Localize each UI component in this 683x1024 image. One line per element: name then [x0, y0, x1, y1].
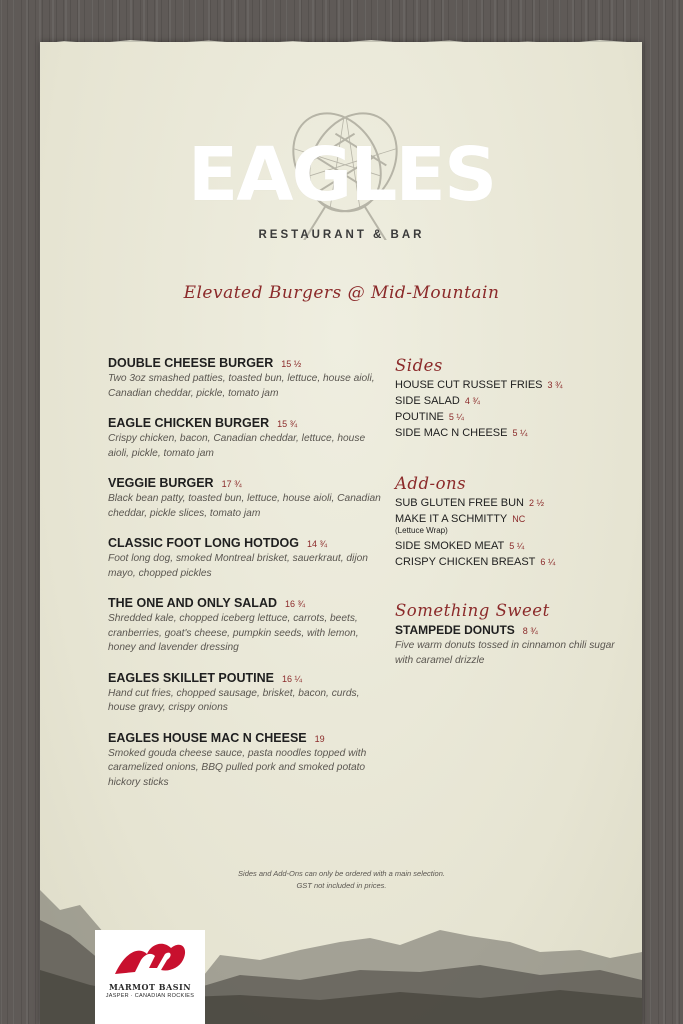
- item-price: 19: [314, 733, 325, 744]
- menu-tagline: Elevated Burgers @ Mid-Mountain: [183, 283, 500, 303]
- footnote-line: GST not included in prices.: [296, 881, 387, 890]
- side-item: [395, 377, 635, 393]
- item-description: Crispy chicken, bacon, Canadian cheddar, lettuce, house aioli, pickle, tomato jam: [108, 433, 366, 459]
- menu-item: [108, 475, 383, 521]
- side-price: 5 ¼: [448, 412, 464, 422]
- menu-item: [108, 595, 383, 656]
- sweet-title: Something Sweet: [395, 601, 550, 620]
- addon-name: SIDE SMOKED MEAT: [395, 540, 505, 552]
- item-description: Foot long dog, smoked Montreal brisket, sauerkraut, dijon mayo, chopped pickles: [108, 553, 368, 579]
- side-item: [395, 425, 635, 441]
- item-price: 15 ½: [281, 359, 302, 369]
- item-price: 17 ¾: [221, 479, 242, 489]
- addon-note: (Lettuce Wrap): [395, 526, 448, 535]
- marmot-basin-icon: [95, 930, 205, 982]
- addon-item: [395, 538, 635, 554]
- mains-list: [108, 355, 383, 804]
- item-description: Black bean patty, toasted bun, lettuce, house aioli, Canadian cheddar, pickle slices, tomato jam: [108, 493, 381, 519]
- item-name: THE ONE AND ONLY SALAD: [108, 596, 278, 610]
- sponsor-subtitle: JASPER · CANADIAN ROCKIES: [105, 993, 195, 999]
- item-description: Two 3oz smashed patties, toasted bun, lettuce, house aioli, Canadian cheddar, pickle, tomato jam: [108, 373, 375, 399]
- item-name: DOUBLE CHEESE BURGER: [108, 356, 274, 370]
- addon-price: 6 ¼: [540, 557, 556, 567]
- dessert-name: STAMPEDE DONUTS: [395, 623, 515, 637]
- addons-title: Add-ons: [395, 474, 467, 493]
- item-price: 16 ¼: [282, 673, 303, 684]
- brand-subtitle: RESTAURANT & BAR: [258, 229, 425, 241]
- brand-name: EAGLES: [187, 132, 496, 218]
- side-name: SIDE SALAD: [395, 395, 460, 407]
- addon-item: [395, 554, 635, 570]
- sponsor-name: MARMOT BASIN: [108, 982, 192, 992]
- addon-name: CRISPY CHICKEN BREAST: [395, 556, 536, 568]
- side-name: POUTINE: [395, 411, 444, 423]
- menu-item: [108, 730, 383, 791]
- addon-price: 2 ½: [528, 498, 544, 508]
- item-name: VEGGIE BURGER: [108, 476, 214, 490]
- side-price: 3 ¾: [547, 380, 563, 390]
- addon-price: NC: [512, 514, 526, 524]
- dessert-description: Five warm donuts tossed in cinnamon chili sugar with caramel drizzle: [395, 640, 615, 666]
- item-description: Hand cut fries, chopped sausage, brisket, bacon, curds, house gravy, crispy onions: [108, 687, 360, 713]
- restaurant-logo: [0, 105, 683, 245]
- item-name: EAGLES SKILLET POUTINE: [108, 670, 274, 685]
- footnote-line: Sides and Add-Ons can only be ordered with a main selection.: [238, 869, 445, 878]
- item-description: Shredded kale, chopped iceberg lettuce, carrots, beets, cranberries, goat's cheese, pumpkin seeds, with lemon, honey and lavender dressing: [108, 613, 359, 653]
- side-item: [395, 393, 635, 409]
- menu-item: [108, 535, 383, 581]
- item-price: 14 ¾: [306, 539, 327, 549]
- item-price: 16 ¾: [285, 599, 306, 609]
- item-name: EAGLES HOUSE MAC N CHEESE: [108, 730, 307, 745]
- side-price: 5 ¼: [512, 428, 528, 438]
- dessert-price: 8 ¾: [522, 626, 538, 636]
- dessert-item: [395, 622, 635, 639]
- side-name: SIDE MAC N CHEESE: [395, 427, 508, 439]
- side-name: HOUSE CUT RUSSET FRIES: [395, 379, 543, 391]
- item-price: 15 ¾: [277, 419, 298, 429]
- addon-item: [395, 495, 635, 511]
- sides-column: [395, 355, 635, 668]
- addon-name: MAKE IT A SCHMITTY: [395, 513, 508, 525]
- side-item: [395, 409, 635, 425]
- item-name: EAGLE CHICKEN BURGER: [108, 416, 270, 430]
- addon-price: 5 ¼: [509, 541, 525, 551]
- addon-name: SUB GLUTEN FREE BUN: [395, 497, 524, 509]
- menu-item: [108, 415, 383, 461]
- side-price: 4 ¾: [464, 396, 480, 406]
- menu-item: [108, 670, 383, 716]
- item-description: Smoked gouda cheese sauce, pasta noodles topped with caramelized onions, BBQ pulled pork and smoked potato hickory sticks: [108, 747, 367, 788]
- marmot-basin-logo: [95, 930, 205, 1024]
- sides-title: Sides: [395, 356, 443, 375]
- menu-item: [108, 355, 383, 401]
- item-name: CLASSIC FOOT LONG HOTDOG: [108, 536, 299, 550]
- addon-item: [395, 511, 635, 527]
